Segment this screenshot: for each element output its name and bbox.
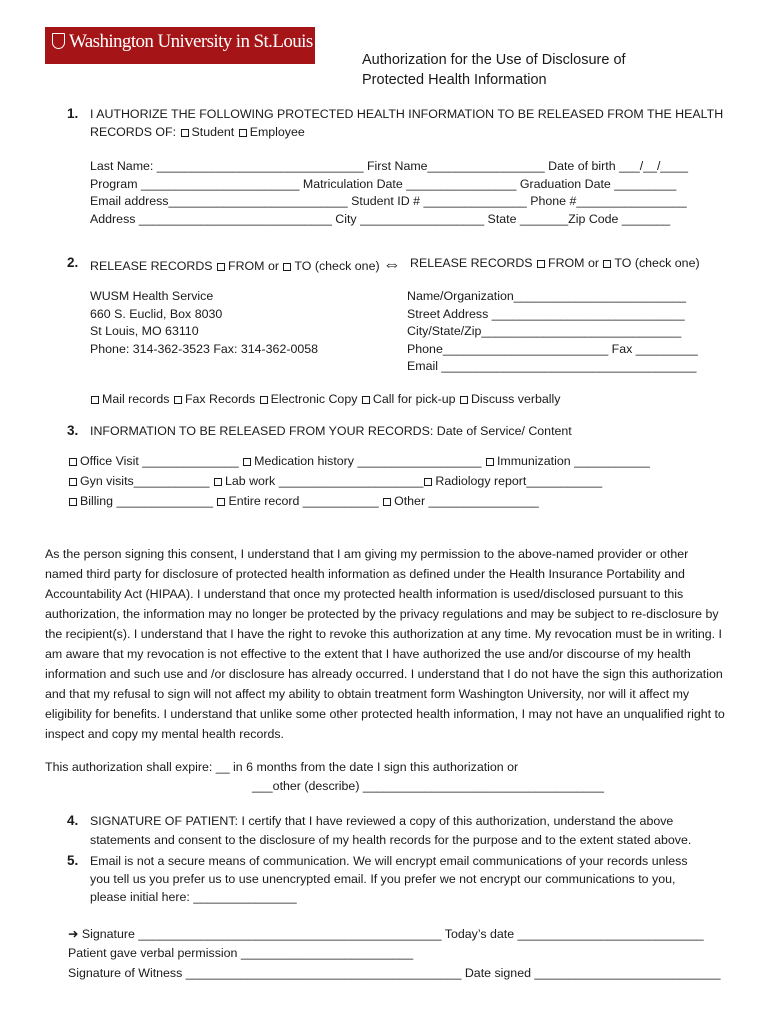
section-5-line-1: Email is not a secure means of communication. We will encrypt email communications of your records unless	[90, 854, 688, 868]
signature-line[interactable]: Signature ____________________________________________ Today’s date ___________________________	[81, 927, 704, 941]
section-5-number: 5.	[67, 853, 79, 868]
name-dob-row[interactable]: Last Name: ______________________________ First Name_________________ Date of birth ___/__/____	[90, 159, 688, 173]
section-1-number: 1.	[67, 106, 79, 121]
info-row-1	[68, 454, 650, 468]
employee-label: Employee	[249, 125, 305, 139]
entire-record-checkbox[interactable]	[217, 498, 225, 506]
student-checkbox[interactable]	[181, 129, 189, 137]
info-option: Billing ______________	[80, 494, 213, 508]
left-from-label: FROM or	[228, 259, 279, 273]
email-initial-field[interactable]: please initial here: _______________	[90, 890, 297, 904]
logo-text: Washington University in St.Louis	[69, 31, 313, 52]
fax-records-checkbox[interactable]	[174, 396, 182, 404]
section-1-heading: I AUTHORIZE THE FOLLOWING PROTECTED HEALTH INFORMATION TO BE RELEASED FROM THE HEALTH	[90, 107, 724, 121]
email-field[interactable]: Email _____________________________________	[407, 359, 697, 373]
radiology-report-checkbox[interactable]	[424, 478, 432, 486]
info-option: Office Visit ______________	[80, 454, 239, 468]
section-4-line-2: statements and consent to the disclosure of my health records for the purpose and to the extent stated above.	[90, 833, 692, 847]
delivery-label: Electronic Copy	[270, 392, 358, 406]
expiration-other-line[interactable]: ___other (describe) ___________________________________	[252, 779, 605, 793]
records-of-label: RECORDS OF:	[90, 125, 177, 139]
info-option: Radiology report___________	[435, 474, 603, 488]
witness-signature-line[interactable]: Signature of Witness ________________________________________ Date signed ___________________________	[68, 966, 721, 980]
page-title	[362, 50, 626, 90]
gyn-visits-checkbox[interactable]	[69, 478, 77, 486]
discuss-verbally-checkbox[interactable]	[460, 396, 468, 404]
info-option: Medication history __________________	[254, 454, 482, 468]
delivery-label: Fax Records	[184, 392, 256, 406]
mail-records-checkbox[interactable]	[91, 396, 99, 404]
release-right-label: RELEASE RECORDS	[410, 256, 533, 270]
delivery-label: Call for pick-up	[372, 392, 456, 406]
info-option: Immunization ___________	[496, 454, 650, 468]
section-4-line-1: SIGNATURE OF PATIENT: I certify that I have reviewed a copy of this authorization, understand the above	[90, 814, 674, 828]
university-logo	[45, 27, 315, 64]
right-from-checkbox[interactable]	[537, 260, 545, 268]
section-4-number: 4.	[67, 813, 79, 828]
info-option: Entire record ___________	[228, 494, 379, 508]
info-option: Lab work _____________________	[224, 474, 424, 488]
phone-fax-field[interactable]: Phone________________________ Fax _________	[407, 341, 698, 356]
consent-paragraph: As the person signing this consent, I understand that I am giving my permission to the above-named provider or other named third party for disclosure of protected health information as defined under the Health Insurance Portability and Accountability Act (HIPAA). I understand that once my protected health information is used/disclosed pursuant to this authorization, the information may no longer be protected by the privacy regulations and may be subject to re-disclosure by the recipient(s). I understand that I have the right to revoke this authorization at any time. My revocation must be in writing. I am aware that my revocation is not effective to the extent that I have authorized the use and/or discourse of my health information and such use and /or disclosure has already occurred. I understand that I do not have the sign this authorization and that my refusal to sign will not affect my ability to obtain treatment form Washington University, nor will it affect my eligibility for benefits. I understand that unlike some other protected health information, I may not have an unqualified right to inspect and copy my mental health records.	[45, 547, 725, 741]
right-to-checkbox[interactable]	[603, 260, 611, 268]
address-line: Phone: 314-362-3523 Fax: 314-362-0058	[90, 341, 319, 356]
verbal-permission-line[interactable]: Patient gave verbal permission _________________________	[68, 946, 414, 960]
left-to-label: TO (check one)	[294, 259, 380, 273]
info-option: Other ________________	[394, 494, 539, 508]
address-line: 660 S. Euclid, Box 8030	[90, 306, 223, 321]
section-3-heading: INFORMATION TO BE RELEASED FROM YOUR RECORDS: Date of Service/ Content	[90, 424, 572, 438]
arrow-right-icon: ➜	[68, 927, 79, 941]
program-dates-row[interactable]: Program _______________________ Matriculation Date ________________ Graduation Date _________	[90, 177, 677, 191]
signature-row[interactable]	[68, 926, 704, 941]
double-arrow-icon: ⇔	[383, 254, 402, 274]
recipient-fields-block	[407, 288, 698, 376]
medication-history-checkbox[interactable]	[243, 458, 251, 466]
delivery-options-row	[90, 392, 560, 406]
left-from-checkbox[interactable]	[217, 263, 225, 271]
address-row[interactable]: Address ____________________________ City __________________ State _______Zip Code _______	[90, 212, 671, 226]
billing-checkbox[interactable]	[69, 498, 77, 506]
lab-work-checkbox[interactable]	[214, 478, 222, 486]
delivery-label: Mail records	[102, 392, 170, 406]
street-field[interactable]: Street Address ____________________________	[407, 306, 685, 321]
immunization-checkbox[interactable]	[486, 458, 494, 466]
release-left-row	[90, 256, 401, 273]
release-left-label: RELEASE RECORDS	[90, 259, 213, 273]
call-pickup-checkbox[interactable]	[362, 396, 370, 404]
right-from-label: FROM or	[548, 256, 599, 270]
office-visit-checkbox[interactable]	[69, 458, 77, 466]
delivery-label: Discuss verbally	[470, 392, 561, 406]
left-to-checkbox[interactable]	[283, 263, 291, 271]
section-2-number: 2.	[67, 255, 79, 270]
expiration-line[interactable]: This authorization shall expire: __ in 6 months from the date I sign this authorization or	[45, 760, 519, 774]
student-label: Student	[191, 125, 235, 139]
title-line-2: Protected Health Information	[362, 72, 547, 88]
section-3-number: 3.	[67, 423, 79, 438]
email-id-phone-row[interactable]: Email address__________________________ Student ID # _______________ Phone #________________	[90, 194, 687, 208]
other-checkbox[interactable]	[383, 498, 391, 506]
info-row-2	[68, 474, 602, 488]
right-to-label: TO (check one)	[614, 256, 700, 270]
organization-field[interactable]: Name/Organization_________________________	[407, 289, 687, 303]
address-line: WUSM Health Service	[90, 289, 214, 303]
address-line: St Louis, MO 63110	[90, 324, 199, 338]
employee-checkbox[interactable]	[239, 129, 247, 137]
title-line-1: Authorization for the Use of Disclosure of	[362, 52, 626, 68]
release-right-row	[410, 256, 700, 270]
electronic-copy-checkbox[interactable]	[260, 396, 268, 404]
records-of-row	[90, 125, 305, 139]
info-option: Gyn visits___________	[80, 474, 210, 488]
wusm-address-block	[90, 288, 318, 358]
city-state-zip-field[interactable]: City/State/Zip_____________________________	[407, 324, 682, 338]
shield-icon	[52, 33, 65, 49]
info-row-3	[68, 494, 539, 508]
section-5-line-2: you tell us you prefer us to use unencrypted email. If you prefer we not encrypt our communications to you,	[90, 872, 676, 886]
